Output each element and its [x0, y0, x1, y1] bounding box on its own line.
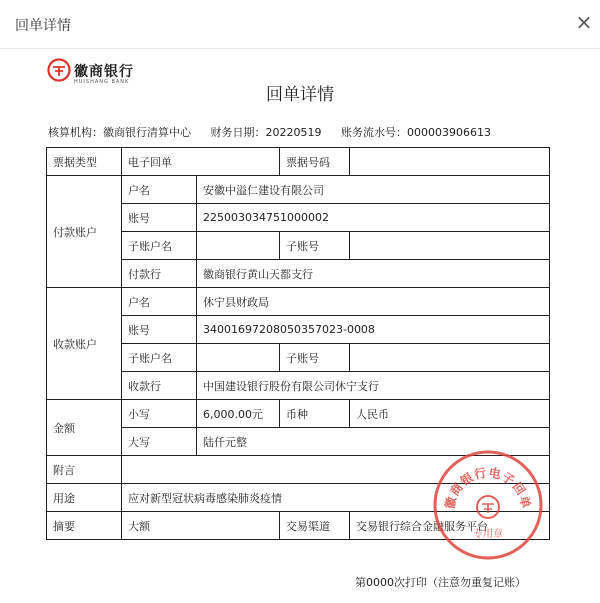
payer-section-label: 付款账户: [47, 176, 122, 288]
payee-sub-account-name-label: 子账户名: [122, 344, 197, 372]
close-icon[interactable]: ×: [575, 10, 593, 34]
channel-value: 交易银行综合金融服务平台: [350, 512, 550, 540]
purpose-label: 用途: [47, 484, 122, 512]
amount-upper-value: 陆仟元整: [197, 428, 550, 456]
payee-account-label: 账号: [122, 316, 197, 344]
accounting-org-value: 徽商银行清算中心: [103, 126, 191, 139]
bill-no-value: [350, 148, 550, 176]
payer-name-label: 户名: [122, 176, 197, 204]
payer-sub-account-no-value: [350, 232, 550, 260]
seal-bottom-text: 专用章: [473, 529, 503, 540]
table-row: [47, 260, 550, 288]
payee-bank-label: 收款行: [122, 372, 197, 400]
dialog-title: 回单详情: [15, 18, 71, 34]
document-title: 回单详情: [266, 85, 334, 105]
accounting-org: [48, 126, 191, 139]
amount-lower-label: 小写: [122, 400, 197, 428]
print-info: 第0000次打印（注意勿重复记账）: [355, 576, 526, 589]
table-row: [47, 316, 550, 344]
amount-lower-value: 6,000.00元: [197, 400, 280, 428]
table-row: [47, 148, 550, 176]
accounting-date-value: 20220519: [265, 126, 322, 139]
accounting-org-label: 核算机构：: [48, 126, 103, 139]
payee-bank-value: 中国建设银行股份有限公司休宁支行: [197, 372, 550, 400]
payer-name-value: 安徽中溢仁建设有限公司: [197, 176, 550, 204]
table-row: [47, 288, 550, 316]
amount-upper-label: 大写: [122, 428, 197, 456]
table-row: [47, 344, 550, 372]
payee-section-label: 收款账户: [47, 288, 122, 400]
payer-bank-value: 徽商银行黄山天都支行: [197, 260, 550, 288]
table-row: [47, 204, 550, 232]
payee-account-value: 34001697208050357023-0008: [197, 316, 550, 344]
bank-logo-subtitle: HUISHANG BANK: [74, 79, 130, 85]
bank-logo-name: 徽商银行: [74, 64, 134, 80]
payee-name-label: 户名: [122, 288, 197, 316]
serial-value: 000003906613: [407, 126, 491, 139]
currency-label: 币种: [280, 400, 350, 428]
bill-no-label: 票据号码: [280, 148, 350, 176]
summary-value: 大额: [122, 512, 280, 540]
payer-bank-label: 付款行: [122, 260, 197, 288]
note-label: 附言: [47, 456, 122, 484]
payer-sub-account-name-value: [197, 232, 280, 260]
accounting-date-label: 财务日期：: [210, 126, 266, 139]
payer-sub-account-no-label: 子账号: [280, 232, 350, 260]
payee-sub-account-name-value: [197, 344, 280, 372]
table-row: [47, 400, 550, 428]
document-info-line: [48, 124, 507, 140]
table-row: [47, 372, 550, 400]
accounting-date: [211, 126, 322, 139]
bill-type-value: 电子回单: [122, 148, 280, 176]
serial-label: 账务流水号：: [341, 126, 407, 139]
payee-sub-account-no-label: 子账号: [280, 344, 350, 372]
payer-sub-account-name-label: 子账户名: [122, 232, 197, 260]
bank-seal-stamp: [432, 449, 544, 565]
bill-type-label: 票据类型: [47, 148, 122, 176]
table-row: [47, 176, 550, 204]
amount-section-label: 金额: [47, 400, 122, 456]
currency-value: 人民币: [350, 400, 550, 428]
payee-sub-account-no-value: [350, 344, 550, 372]
serial-number: [341, 126, 491, 139]
payer-account-label: 账号: [122, 204, 197, 232]
channel-label: 交易渠道: [280, 512, 350, 540]
payee-name-value: 休宁县财政局: [197, 288, 550, 316]
purpose-value: 应对新型冠状病毒感染肺炎疫情: [122, 484, 550, 512]
dialog-header: [0, 0, 600, 49]
table-row: [47, 232, 550, 260]
seal-text: 徽商银行电子回单: [442, 465, 534, 511]
payer-account-value: 225003034751000002: [197, 204, 550, 232]
summary-label: 摘要: [47, 512, 122, 540]
